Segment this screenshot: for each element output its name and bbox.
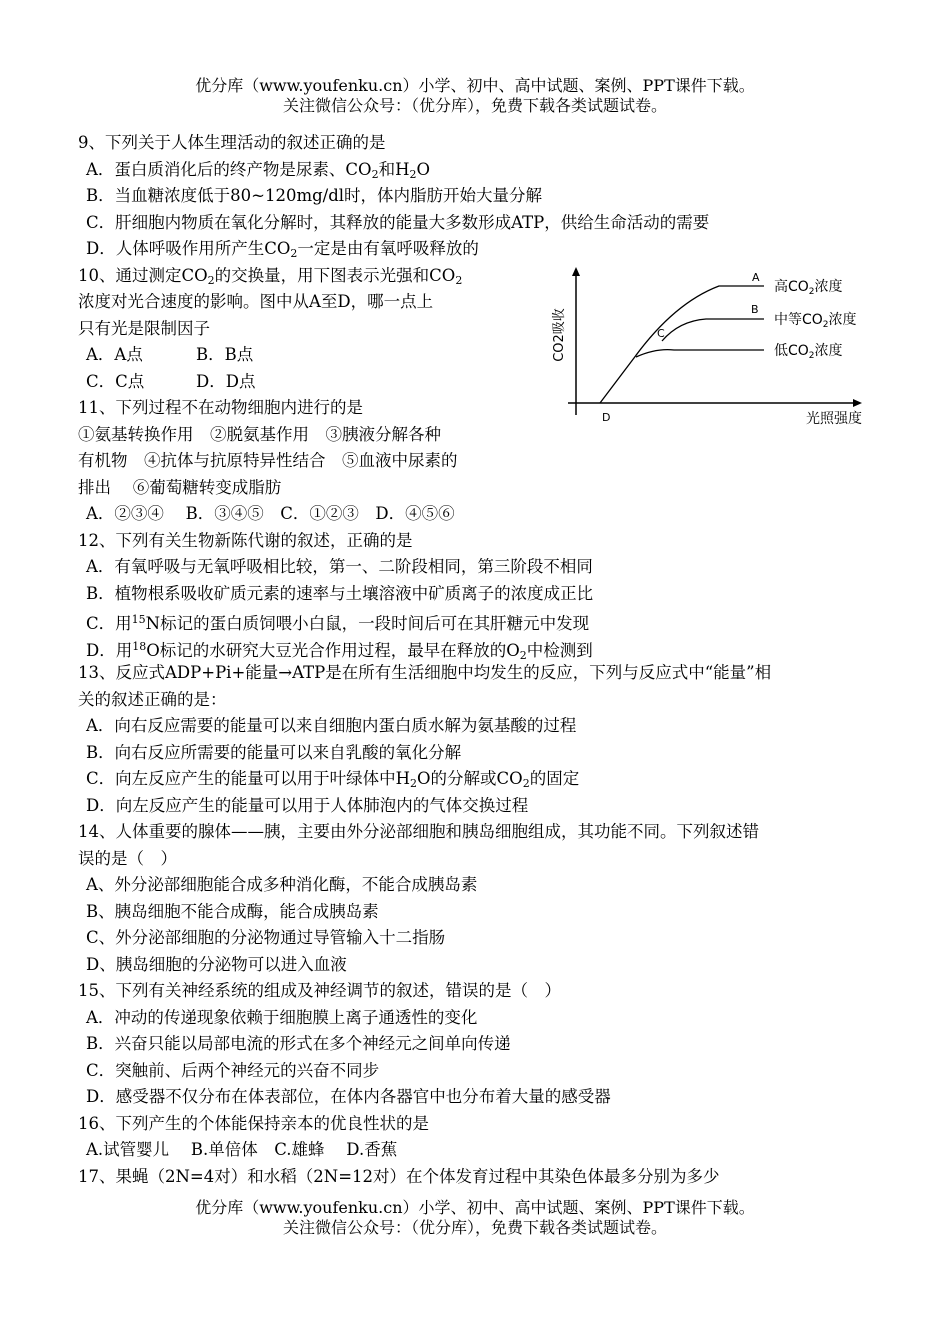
q14-stem-line-1: 14、人体重要的腺体——胰，主要由外分泌部细胞和胰岛细胞组成，其功能不同。下列叙述错 <box>78 822 759 841</box>
q12-option-b: B．植物根系吸收矿质元素的速率与土壤溶液中矿质离子的浓度成正比 <box>86 583 594 603</box>
q13-stem-line-2: 关的叙述正确的是： <box>78 689 227 709</box>
legend-high-co2: 高$CO_2$浓度 <box>774 278 843 297</box>
header-line-2: 关注微信公众号：（优分库），免费下载各类试题试卷。 <box>282 96 667 115</box>
q13-stem-line-1: 13、反应式ADP+Pi+能量→ATP是在所有生活细胞中均发生的反应，下列与反应式中“能量”相 <box>78 663 772 682</box>
x-axis-label: 光照强度 <box>806 410 862 427</box>
question-content <box>78 130 878 1190</box>
y-axis-label: CO2吸收 <box>552 307 567 362</box>
q16-options: A.试管婴儿 B.单倍体 C.雄蜂 D.香蕉 <box>86 1140 398 1159</box>
q13-option-d: D．向左反应产生的能量可以用于人体肺泡内的气体交换过程 <box>86 795 529 815</box>
q15-option-d: D．感受器不仅分布在体表部位，在体内各器官中也分布着大量的感受器 <box>86 1087 611 1106</box>
series-low-co2-line <box>636 349 764 356</box>
q16-stem: 16、下列产生的个体能保持亲本的优良性状的是 <box>78 1113 429 1133</box>
footer-line-1: 优分库（www.youfenku.cn）小学、初中、高中试题、案例、PPT课件下载。 <box>195 1198 755 1217</box>
header-line-1: 优分库（www.youfenku.cn）小学、初中、高中试题、案例、PPT课件下载。 <box>195 76 755 95</box>
page-header <box>0 76 950 116</box>
q10-option-a: A．A点 <box>86 345 143 364</box>
legend-low-co2: 低$CO_2$浓度 <box>774 342 843 361</box>
q17-stem: 17、果蝇（2N=4对）和水稻（2N=12对）在个体发育过程中其染色体最多分别为多少 <box>78 1166 720 1186</box>
q10-stem-line-2: 浓度对光合速度的影响。图中从A至D，哪一点上 <box>78 292 434 311</box>
point-d-label: D <box>602 410 611 424</box>
q9-stem: 9、下列关于人体生理活动的叙述正确的是 <box>78 133 386 152</box>
x-axis-arrow <box>853 399 862 407</box>
q13-option-a: A．向右反应需要的能量可以来自细胞内蛋白质水解为氨基酸的过程 <box>86 716 577 735</box>
q9-option-d: D．人体呼吸作用所产生$CO_2$一定是由有氧呼吸释放的 <box>86 239 479 260</box>
legend-mid-co2: 中等$CO_2$浓度 <box>774 311 857 330</box>
q12-stem: 12、下列有关生物新陈代谢的叙述，正确的是 <box>78 530 413 550</box>
point-c-label: C <box>657 326 665 340</box>
q10-stem-line-3: 只有光是限制因子 <box>78 318 210 338</box>
q10-options-ab <box>78 342 528 369</box>
photosynthesis-chart <box>544 263 874 433</box>
q14-option-a: A、外分泌部细胞能合成多种消化酶，不能合成胰岛素 <box>86 875 478 894</box>
q10-options-cd <box>78 369 528 396</box>
q15-stem: 15、下列有关神经系统的组成及神经调节的叙述，错误的是（ ） <box>78 981 561 1000</box>
point-a-label: A <box>752 270 760 284</box>
q15-option-c: C．突触前、后两个神经元的兴奋不同步 <box>86 1060 380 1080</box>
q9-option-b: B．当血糖浓度低于80~120mg/dl时，体内脂肪开始大量分解 <box>86 186 543 205</box>
y-axis-arrow <box>572 267 580 276</box>
point-b-label: B <box>751 302 759 316</box>
footer-line-2: 关注微信公众号：（优分库），免费下载各类试题试卷。 <box>282 1218 667 1237</box>
series-mid-co2-line <box>662 319 764 341</box>
q13-option-c: C．向左反应产生的能量可以用于叶绿体中$H_2O$的分解或$CO_2$的固定 <box>86 769 580 790</box>
q14-option-c: C、外分泌部细胞的分泌物通过导管输入十二指肠 <box>86 928 446 947</box>
q12-option-d: D．用$^{18}$O标记的水研究大豆光合作用过程，最早在释放的$O_2$中检测到 <box>86 639 593 662</box>
q10-option-b: B．B点 <box>196 345 254 364</box>
q11-stem: 11、下列过程不在动物细胞内进行的是 <box>78 398 363 417</box>
q15-option-a: A．冲动的传递现象依赖于细胞膜上离子通透性的变化 <box>86 1007 478 1027</box>
q9-option-c: C．肝细胞内物质在氧化分解时，其释放的能量大多数形成ATP，供给生命活动的需要 <box>86 212 710 232</box>
q10-q11-block <box>78 263 878 528</box>
q10-stem-line-1: 10、通过测定$CO_2$的交换量，用下图表示光强和$CO_2$ <box>78 265 463 287</box>
q14-option-d: D、胰岛细胞的分泌物可以进入血液 <box>86 954 347 974</box>
q12-option-c: C．用$^{15}$N标记的蛋白质饲喂小白鼠，一段时间后可在其肝糖元中发现 <box>86 613 590 633</box>
q10-option-c: C．C点 <box>86 371 145 391</box>
page-footer <box>0 1198 950 1238</box>
q12-option-a: A．有氧呼吸与无氧呼吸相比较，第一、二阶段相同，第三阶段不相同 <box>86 557 593 576</box>
q15-option-b: B．兴奋只能以局部电流的形式在多个神经元之间单向传递 <box>86 1034 511 1053</box>
q14-option-b: B、胰岛细胞不能合成酶，能合成胰岛素 <box>86 901 379 921</box>
q11-list-line-1: ①氨基转换作用 ②脱氨基作用 ③胰液分解各种 <box>78 424 441 444</box>
q10-option-d: D．D点 <box>196 371 256 391</box>
q11-options: A．②③④ B．③④⑤ C．①②③ D．④⑤⑥ <box>86 504 455 523</box>
q11-list-line-2: 有机物 ④抗体与抗原特异性结合 ⑤血液中尿素的 <box>78 451 458 470</box>
q9-option-a: A．蛋白质消化后的终产物是尿素、$CO_2$和$H_2O$ <box>86 159 430 181</box>
q13-option-b: B．向右反应所需要的能量可以来自乳酸的氧化分解 <box>86 742 462 762</box>
q11-list-line-3: 排出 ⑥葡萄糖转变成脂肪 <box>78 477 282 497</box>
series-high-co2-line <box>600 286 764 403</box>
q14-stem-line-2: 误的是（ ） <box>78 848 177 868</box>
